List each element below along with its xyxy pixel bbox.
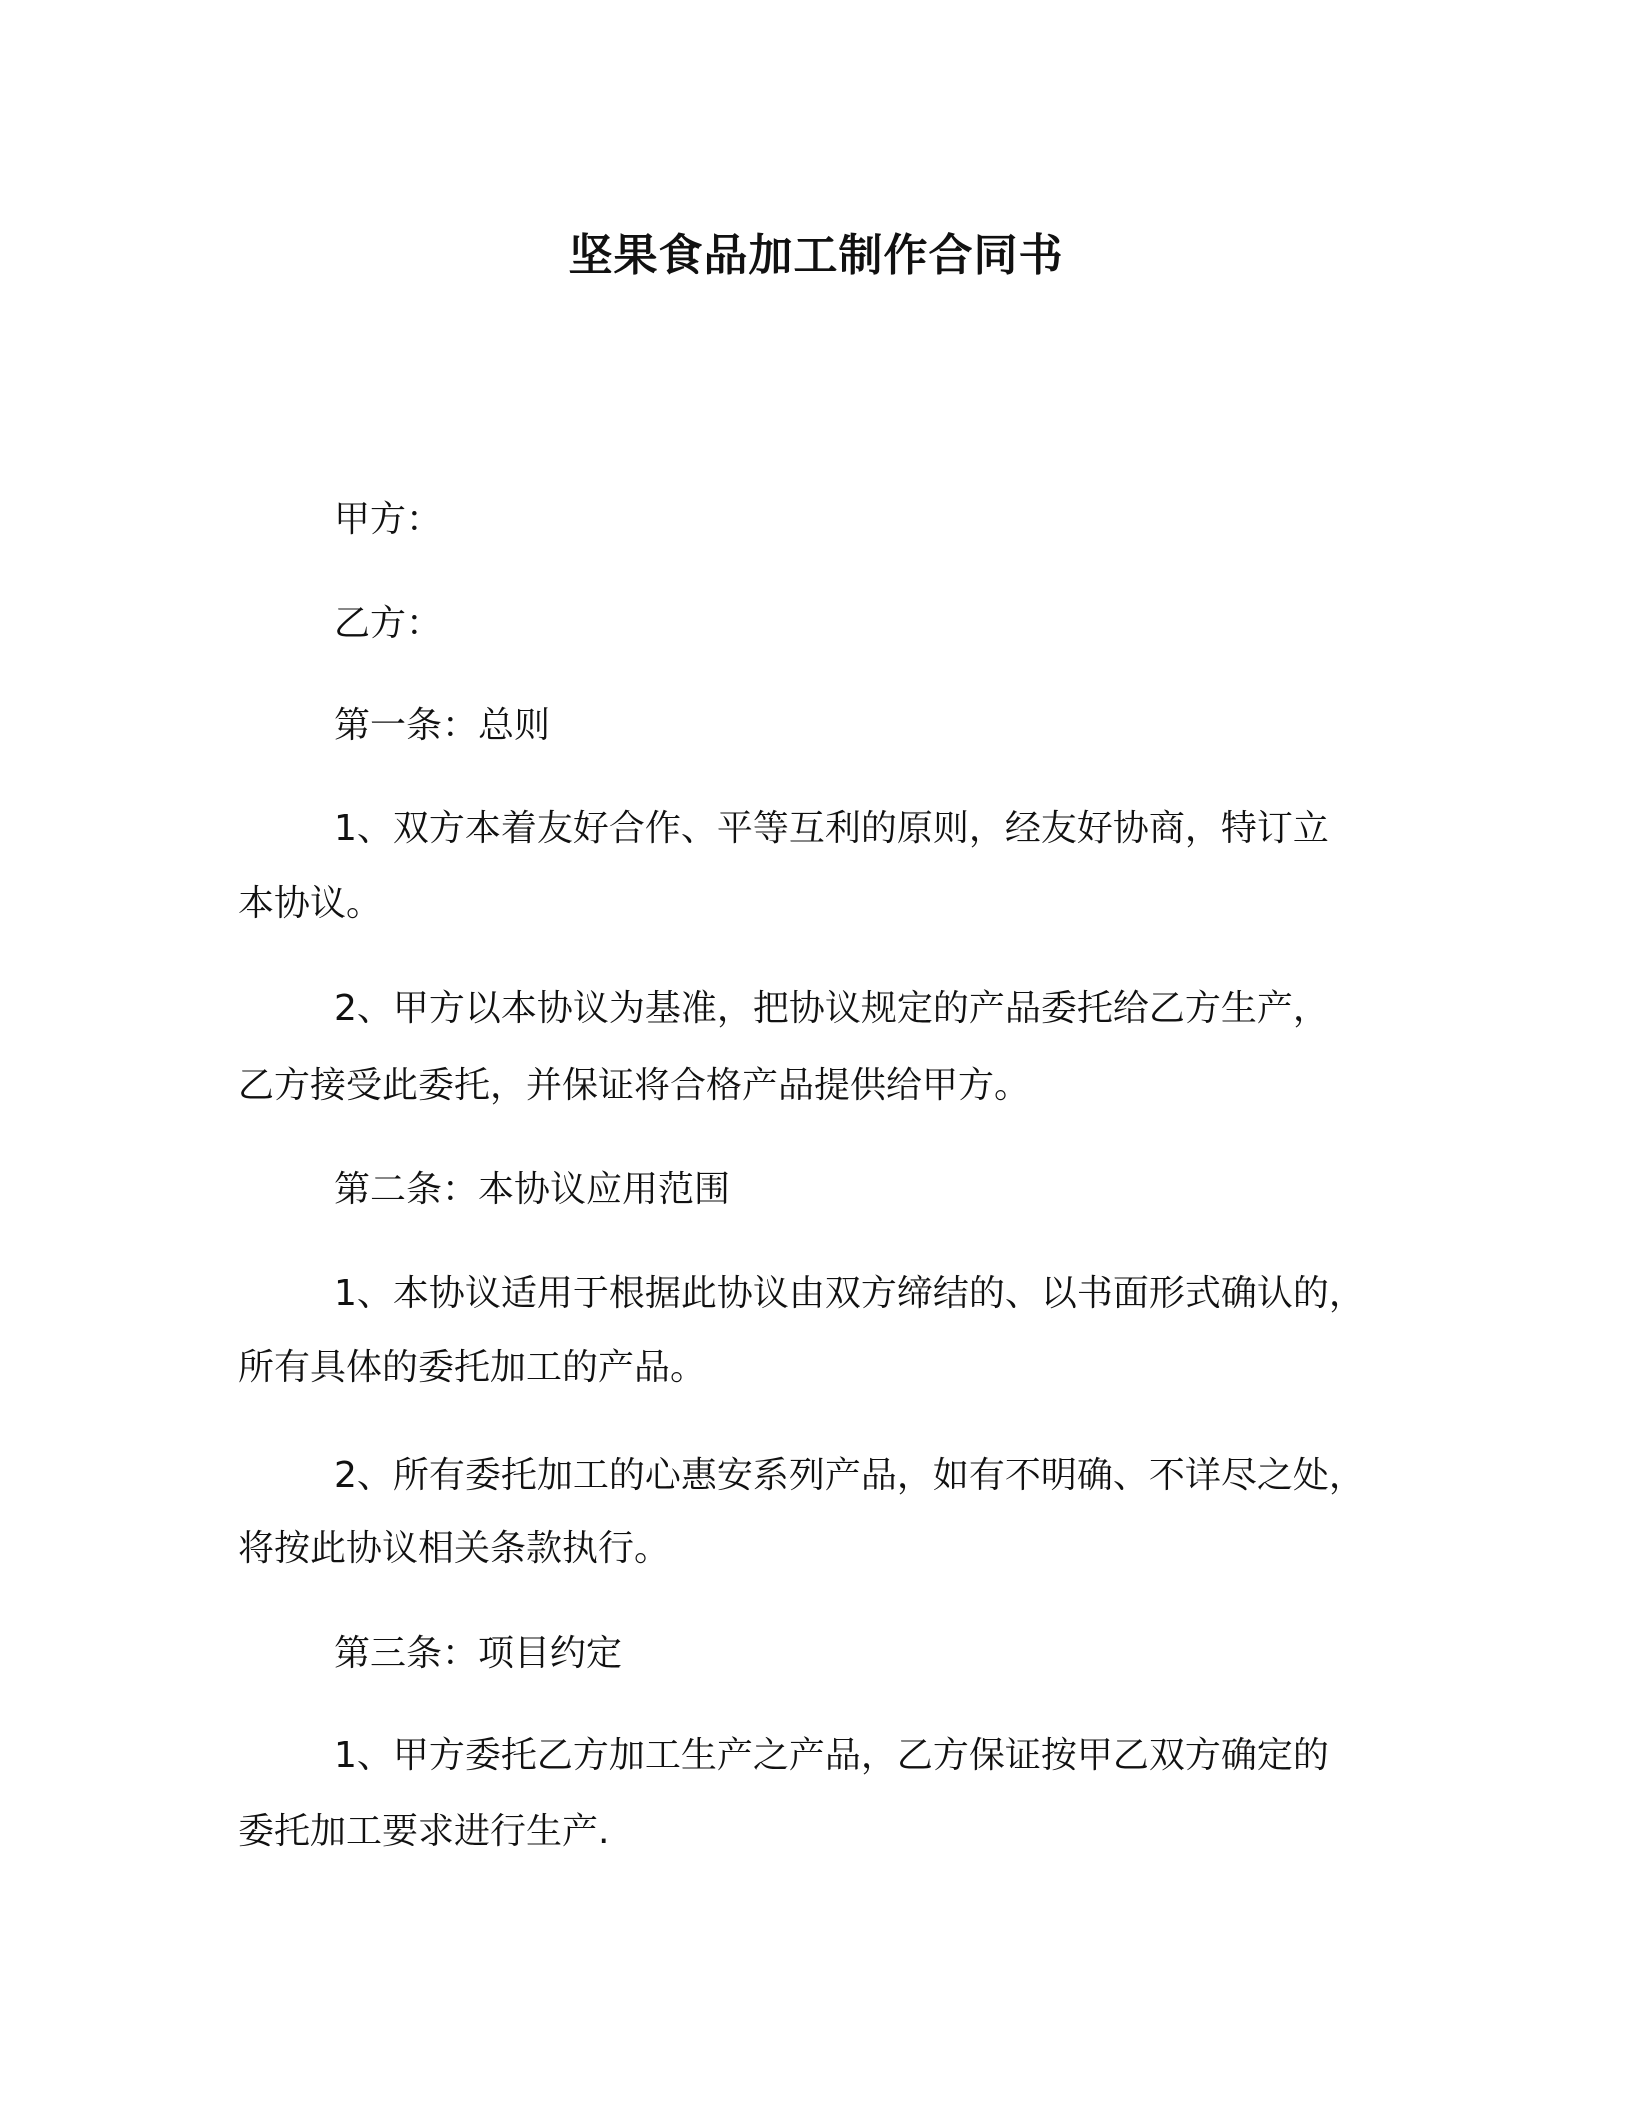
party-b-label: 乙方： <box>334 603 443 644</box>
article-1-item-1-line-1: 1、双方本着友好合作、平等互利的原则，经友好协商，特订立 <box>334 808 1329 849</box>
article-1-item-1-line-2: 本协议。 <box>238 883 383 924</box>
article-2-heading: 第二条：本协议应用范围 <box>334 1169 731 1210</box>
article-2-item-2-line-1: 2、所有委托加工的心惠安系列产品，如有不明确、不详尽之处， <box>334 1455 1365 1496</box>
article-3-heading: 第三条：项目约定 <box>334 1633 623 1674</box>
article-2-item-1-line-2: 所有具体的委托加工的产品。 <box>238 1347 707 1388</box>
article-2-item-2-line-2: 将按此协议相关条款执行。 <box>238 1528 671 1569</box>
article-1-item-2-line-2: 乙方接受此委托，并保证将合格产品提供给甲方。 <box>238 1065 1031 1106</box>
article-3-item-1-line-2: 委托加工要求进行生产. <box>238 1811 610 1852</box>
article-1-heading: 第一条：总则 <box>334 705 551 746</box>
document-title: 坚果食品加工制作合同书 <box>568 230 1064 281</box>
article-3-item-1-line-1: 1、甲方委托乙方加工生产之产品，乙方保证按甲乙双方确定的 <box>334 1735 1329 1776</box>
article-1-item-2-line-1: 2、甲方以本协议为基准，把协议规定的产品委托给乙方生产， <box>334 988 1329 1029</box>
article-2-item-1-line-1: 1、本协议适用于根据此协议由双方缔结的、以书面形式确认的， <box>334 1273 1365 1314</box>
party-a-label: 甲方： <box>334 499 443 540</box>
